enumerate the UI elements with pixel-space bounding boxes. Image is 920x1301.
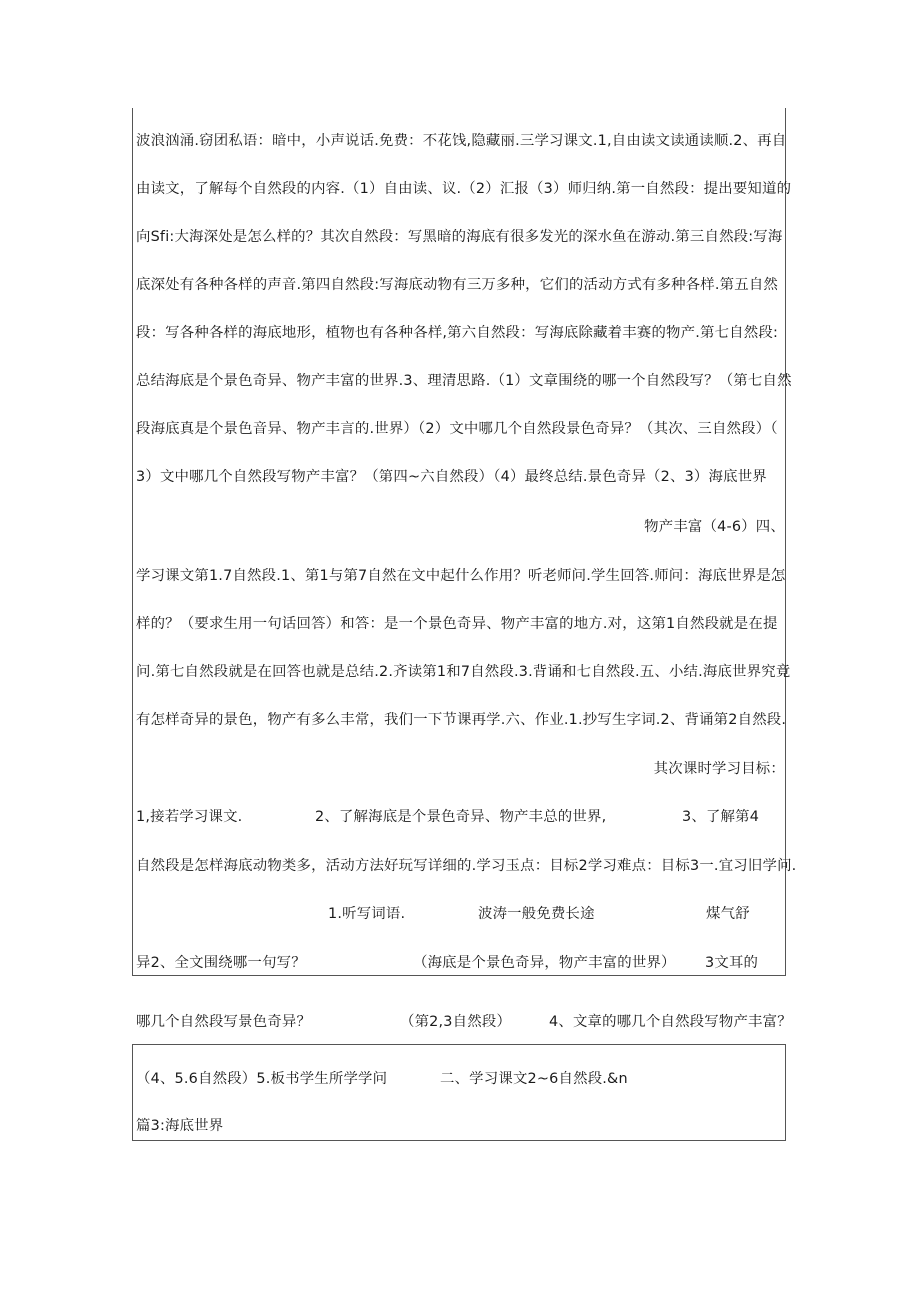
question-line-cont: 4、文章的哪几个自然段写物产丰富？ <box>549 1014 792 1030</box>
review-words-cont: 煤气舒 <box>706 906 750 922</box>
text-line: 波浪汹涌.窃团私语：暗中，小声说话.免费：不花饯,隐藏丽.三学习课文.1,自由读文读通读顺.2、再自 <box>136 133 787 149</box>
text-line: 总结海底是个景色奇异、物产丰富的世界.3、理清思路.（1）文章围绕的哪一个自然段写？（第七自然 <box>136 373 792 389</box>
question-line: 异2、全文围绕哪一句写？ <box>136 955 306 971</box>
review-item: 1.听写词语. <box>328 906 406 922</box>
text-line: 由读文，了解每个自然段的内容.（1）自由读、议.（2）汇报（3）师归纳.第一自然段：提出要知道的 <box>136 181 792 197</box>
text-line: 有怎样奇异的景色，物产有多么丰常，我们一下节课再学.六、作业.1.抄写生字词.2、背诵第2自然段. <box>136 712 787 728</box>
review-words: 波涛一般免费长途 <box>478 906 595 922</box>
answer-line: （第2,3自然段） <box>400 1014 512 1030</box>
goal-2: 2、了解海底是个景色奇异、物产丰总的世界, <box>315 809 607 825</box>
question-line: 哪几个自然段写景色奇异？ <box>136 1014 312 1030</box>
text-line: 向Sfi:大海深处是怎么样的？其次自然段：写黑暗的海底有很多发光的深水鱼在游动.第三自然段:写海 <box>136 229 783 245</box>
content-frame-bottom <box>132 1044 786 1141</box>
goal-1: 1,接若学习课文. <box>136 809 243 825</box>
goal-3: 3、了解第4 <box>682 809 760 825</box>
question-line-cont: 3文耳的 <box>705 955 759 971</box>
text-line: 自然段是怎样海底动物类多，活动方法好玩写详细的.学习玉点：目标2学习难点：目标3一.宜习旧学问. <box>136 858 797 874</box>
answer-line: （海底是个景色奇异，物产丰富的世界） <box>413 955 676 971</box>
text-line: 3）文中哪几个自然段写物产丰富？（第四~六自然段）（4）最终总结.景色奇异（2、3）海底世界 <box>136 469 767 485</box>
text-line: 底深处有各种各样的声音.第四自然段:写海底动物有三万多种，它们的活动方式有多种各样.第五自然 <box>136 277 778 293</box>
box-section: 二、学习课文2~6自然段.&n <box>440 1071 628 1087</box>
text-line: 问.第七自然段就是在回答也就是总结.2.齐读第1和7自然段.3.背诵和七自然段.五、小结.海底世界究竟 <box>136 664 791 680</box>
text-line: 段海底真是个景色音异、物产丰言的.世界）（2）文中哪几个自然段景色奇异？（其次、三自然段）（ <box>136 421 778 437</box>
text-line: 样的？（要求生用一句话回答）和答：是一个景色奇异、物产丰富的地方.对，这第1自然段就是在提 <box>136 616 778 632</box>
goal-title: 其次课时学习目标： <box>653 761 785 777</box>
box-answer: （4、5.6自然段）5.板书学生所学学问 <box>136 1071 388 1087</box>
text-line: 段：写各种各样的海底地形，植物也有各种各样,第六自然段：写海底除藏着丰赛的物产.第七自然段: <box>136 325 778 341</box>
next-title: 篇3:海底世界 <box>136 1118 224 1134</box>
text-line: 物产丰富（4-6）四、 <box>644 519 785 535</box>
text-line: 学习课文第1.7自然段.1、第1与第7自然在文中起什么作用？听老师问.学生回答.师问：海底世界是怎 <box>136 568 786 584</box>
